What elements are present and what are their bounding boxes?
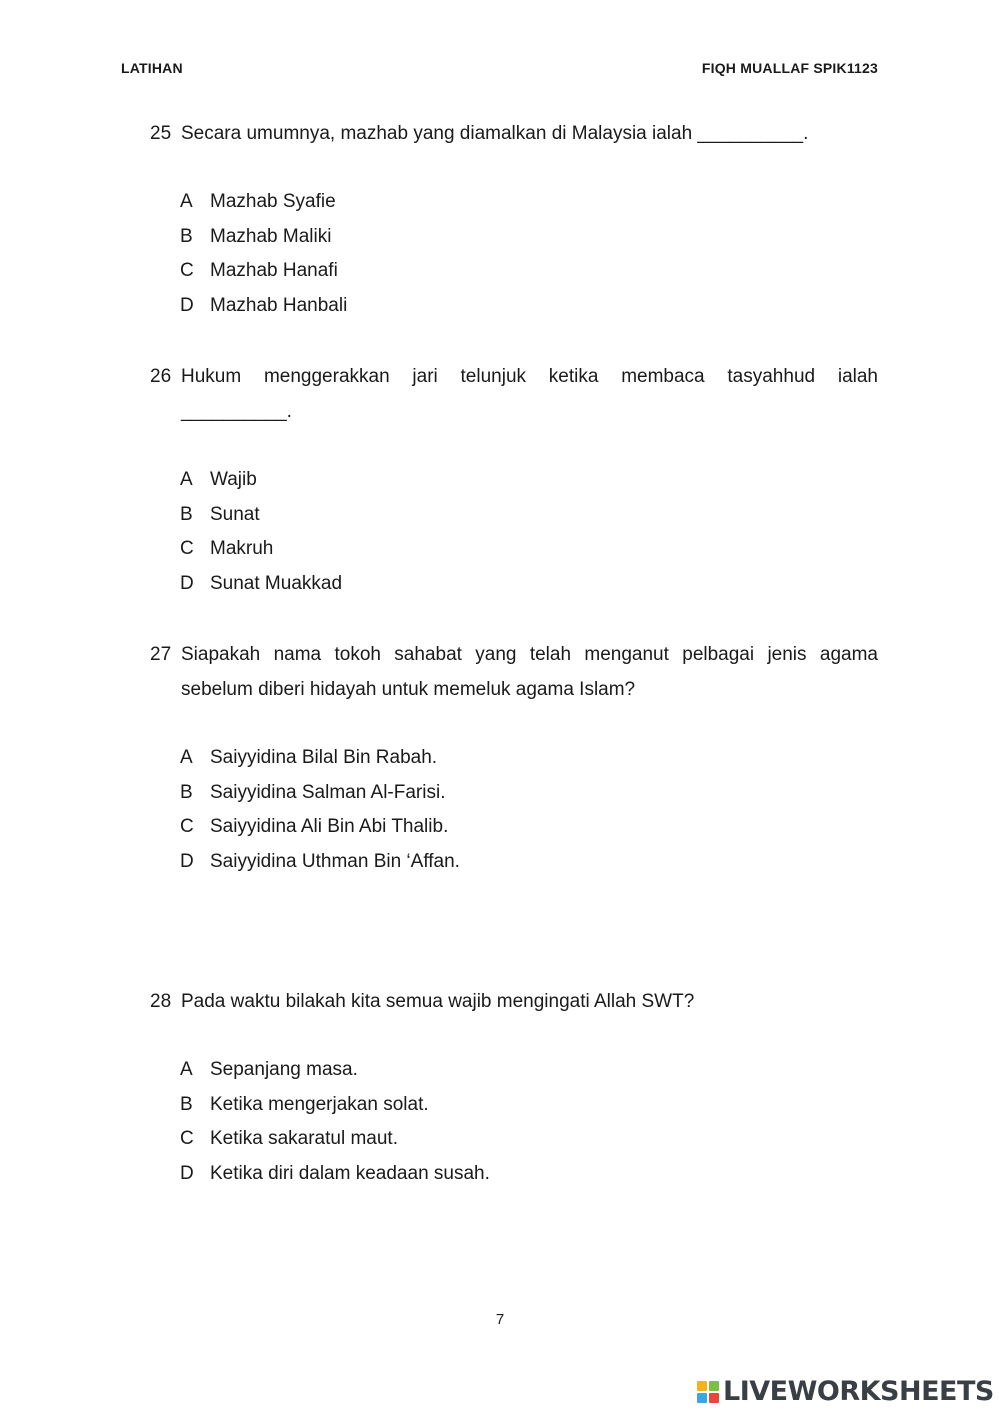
option-b[interactable] [150, 1088, 878, 1123]
option-letter: A [180, 469, 193, 490]
option-letter: B [180, 225, 193, 247]
option-letter: D [180, 850, 194, 872]
option-b[interactable] [150, 498, 878, 533]
option-a[interactable] [150, 185, 878, 220]
question-28 [150, 984, 878, 1191]
question-27 [150, 637, 878, 879]
question-number: 25 [150, 123, 172, 144]
option-text: Ketika diri dalam keadaan susah. [210, 1162, 490, 1184]
option-a[interactable] [150, 463, 878, 498]
question-25 [150, 116, 878, 323]
option-letter: A [180, 191, 193, 212]
option-c[interactable] [150, 1122, 878, 1157]
option-letter: C [180, 538, 194, 560]
question-number: 26 [150, 366, 172, 387]
question-text: Siapakah nama tokoh sahabat yang telah menganut pelbagai jenis agama sebelum diberi hidayah untuk memeluk agama Islam? [181, 644, 878, 700]
option-a[interactable] [150, 1053, 878, 1088]
option-text: Sunat Muakkad [210, 572, 343, 594]
question-number: 28 [150, 991, 172, 1012]
option-text: Mazhab Maliki [210, 225, 332, 247]
question-26 [150, 359, 878, 601]
brand-name: LIVEWORKSHEETS [723, 1376, 994, 1407]
options-list [150, 1053, 878, 1191]
option-text: Mazhab Hanbali [210, 294, 348, 316]
option-d[interactable] [150, 289, 878, 324]
option-b[interactable] [150, 776, 878, 811]
option-text: Saiyyidina Salman Al-Farisi. [210, 781, 446, 803]
option-letter: D [180, 1162, 194, 1184]
page-number: 7 [495, 1311, 505, 1328]
option-c[interactable] [150, 254, 878, 289]
question-text-wrap [181, 359, 878, 429]
option-letter: C [180, 816, 194, 838]
option-letter: D [180, 572, 194, 594]
liveworksheets-brand[interactable] [697, 1376, 994, 1407]
header-right-course: FIQH MUALLAF SPIK1123 [701, 60, 878, 76]
question-text: Secara umumnya, mazhab yang diamalkan di Malaysia ialah __________. [181, 123, 809, 144]
option-text: Ketika mengerjakan solat. [210, 1093, 429, 1115]
option-text: Makruh [210, 538, 274, 560]
option-d[interactable] [150, 845, 878, 880]
option-letter: A [180, 747, 193, 768]
liveworksheets-logo-icon [697, 1381, 719, 1403]
option-text: Sunat [210, 503, 260, 525]
option-letter: D [180, 294, 194, 316]
option-text: Wajib [210, 469, 257, 490]
option-a[interactable] [150, 741, 878, 776]
option-b[interactable] [150, 220, 878, 255]
option-text: Saiyyidina Uthman Bin ‘Affan. [210, 850, 460, 872]
options-list [150, 185, 878, 323]
option-letter: B [180, 781, 193, 803]
option-d[interactable] [150, 567, 878, 602]
question-text: Pada waktu bilakah kita semua wajib mengingati Allah SWT? [181, 991, 695, 1012]
options-list [150, 741, 878, 879]
option-d[interactable] [150, 1157, 878, 1192]
option-text: Mazhab Syafie [210, 191, 336, 212]
option-text: Saiyyidina Ali Bin Abi Thalib. [210, 816, 449, 838]
question-text: Hukum menggerakkan jari telunjuk ketika membaca tasyahhud ialah [181, 366, 878, 387]
option-letter: C [180, 1128, 194, 1150]
header-left-title: LATIHAN [121, 60, 183, 76]
option-letter: C [180, 260, 194, 282]
question-number: 27 [150, 644, 172, 665]
option-c[interactable] [150, 532, 878, 567]
option-letter: B [180, 503, 193, 525]
answer-blank: __________. [181, 401, 292, 422]
option-c[interactable] [150, 810, 878, 845]
option-text: Ketika sakaratul maut. [210, 1128, 398, 1150]
option-text: Sepanjang masa. [210, 1059, 358, 1080]
option-letter: B [180, 1093, 193, 1115]
options-list [150, 463, 878, 601]
option-text: Mazhab Hanafi [210, 260, 338, 282]
option-text: Saiyyidina Bilal Bin Rabah. [210, 747, 438, 768]
option-letter: A [180, 1059, 193, 1080]
